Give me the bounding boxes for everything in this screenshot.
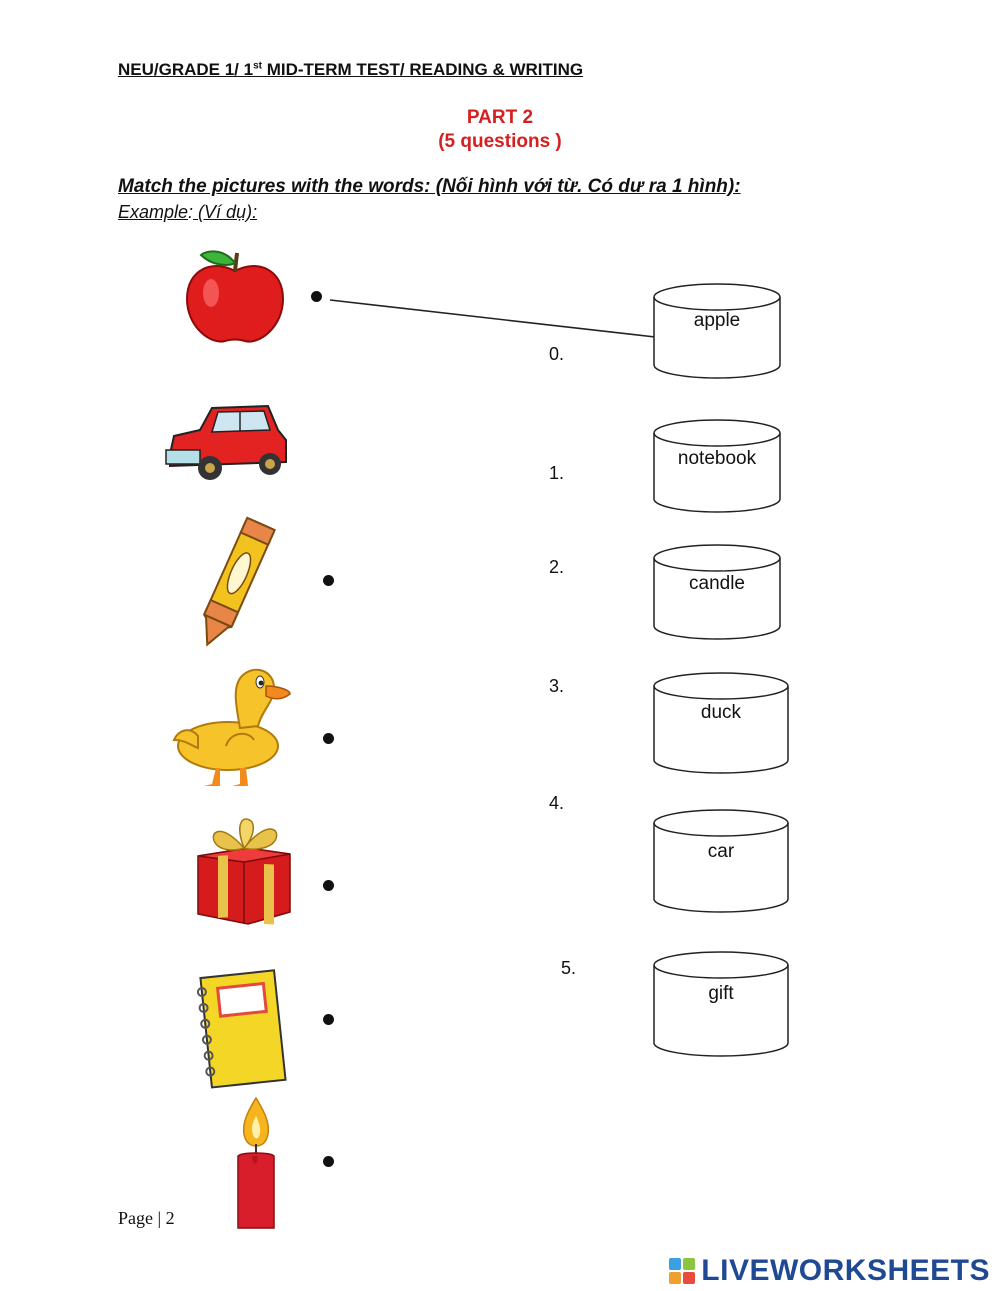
word-box-notebook[interactable] bbox=[652, 418, 782, 514]
item-number-0: 0. bbox=[549, 344, 565, 364]
liveworksheets-logo-icon bbox=[669, 1258, 695, 1284]
match-dot-notebook[interactable] bbox=[323, 1014, 334, 1025]
page-number: Page | 2 bbox=[118, 1208, 175, 1228]
match-dot-apple[interactable] bbox=[311, 291, 322, 302]
item-number-3: 3. bbox=[549, 676, 565, 696]
candle-icon bbox=[232, 1094, 280, 1232]
car-icon bbox=[160, 400, 292, 490]
item-number-2: 2. bbox=[549, 557, 565, 577]
match-dot-candle[interactable] bbox=[323, 1156, 334, 1167]
liveworksheets-brand bbox=[669, 1254, 990, 1288]
test-header: NEU/GRADE 1/ 1st MID-TERM TEST/ READING & WRITING bbox=[118, 60, 584, 79]
item-number-4: 4. bbox=[549, 793, 565, 813]
word-label-candle: candle bbox=[689, 573, 745, 594]
word-label-gift: gift bbox=[708, 983, 734, 1004]
part-title: PART 2 bbox=[466, 107, 534, 128]
word-label-apple: apple bbox=[693, 310, 741, 331]
example-label: Example: (Ví dụ): bbox=[118, 202, 258, 222]
item-number-1: 1. bbox=[549, 463, 565, 483]
duck-icon bbox=[170, 656, 294, 788]
word-label-duck: duck bbox=[700, 702, 742, 723]
word-box-car[interactable] bbox=[652, 808, 790, 914]
notebook-icon bbox=[192, 964, 292, 1094]
brand-text: LIVEWORKSHEETS bbox=[701, 1254, 990, 1287]
word-box-candle[interactable] bbox=[652, 543, 782, 641]
match-dot-duck[interactable] bbox=[323, 733, 334, 744]
word-box-duck[interactable] bbox=[652, 671, 790, 775]
word-box-gift[interactable] bbox=[652, 950, 790, 1058]
match-dot-crayon[interactable] bbox=[323, 575, 334, 586]
word-box-apple[interactable] bbox=[652, 282, 782, 380]
word-label-notebook: notebook bbox=[677, 448, 757, 469]
example-match-line bbox=[330, 300, 655, 337]
instruction-text: Match the pictures with the words: (Nối hình với từ. Có dư ra 1 hình): bbox=[118, 176, 741, 197]
word-label-car: car bbox=[707, 841, 735, 862]
part-subtitle: (5 questions ) bbox=[438, 131, 562, 152]
item-number-5: 5. bbox=[561, 958, 577, 978]
gift-box-icon bbox=[188, 808, 298, 926]
apple-icon bbox=[183, 245, 287, 347]
crayon-icon bbox=[188, 512, 280, 654]
match-dot-gift[interactable] bbox=[323, 880, 334, 891]
